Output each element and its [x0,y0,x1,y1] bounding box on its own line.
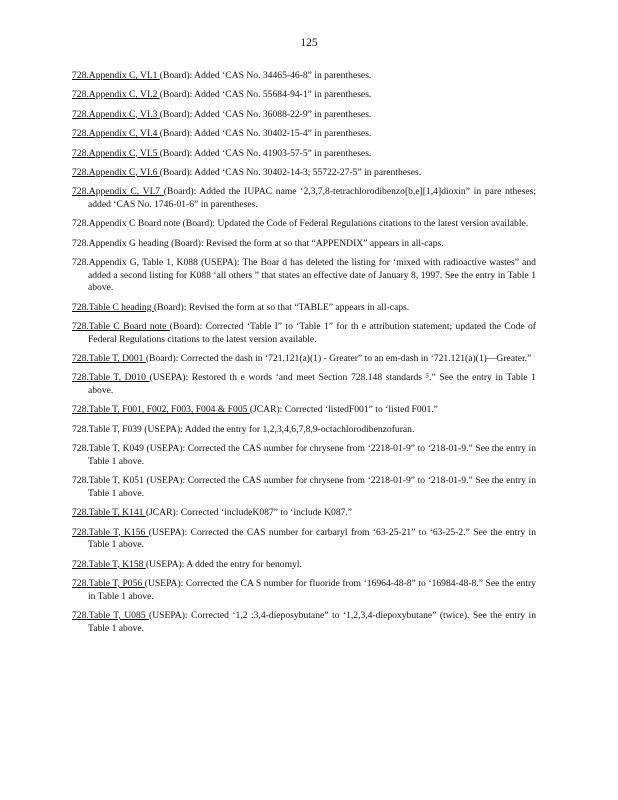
entry-list [72,70,536,642]
list-item [72,109,536,122]
entry-text: (USEPA): Corrected the CAS number for chrysene from ‘2218-01-9” to ‘218-01-9.” See the entry in Table 1 above. [88,443,536,467]
entry-reference: 728.Table T, K158 [72,558,146,570]
entry-reference: 728.Table T, F001, F002, F003, F004 & F005 [72,404,250,416]
entry-reference: 728.Table T, K049 [72,443,147,455]
list-item [72,302,536,315]
list-item [72,424,536,437]
entry-reference: 728.Table T, K156 [72,526,149,538]
entry-reference: 728.Appendix C Board note [72,218,183,230]
entry-reference: 728.Table T, F039 [72,423,145,435]
entry-reference: 728.Appendix G heading [72,237,172,249]
list-item [72,238,536,251]
entry-text: (Board): Added ‘CAS No. 55684-94-1” in parentheses. [159,89,372,101]
entry-text: (Board): Added the IUPAC name ‘2,3,7,8-tetrachlorodibenzo[b,e][1,4]dioxin” in pare ntheses; added ‘CAS No. 1746-01-6” in parentheses. [88,186,536,210]
entry-reference: 728.Table T, D001 [72,353,146,365]
entry-text: (USEPA): Corrected the CAS number for chrysene from ‘2218-01-9” to ‘218-01-9.” See the entry in Table 1 above. [88,475,536,499]
entry-text: (Board): Updated the Code of Federal Regulations citations to the latest version available. [182,218,529,230]
entry-reference: 728.Table C Board note [72,321,170,333]
entry-text: (Board): Revised the form at so that “APPENDIX” appears in all-caps. [171,237,444,249]
list-item [72,128,536,141]
list-item [72,404,536,417]
entry-text: (USEPA): Corrected the CA S number for fluoride from ‘16964-48-8” to ‘16984-48-8.” See the entry in Table 1 above. [88,577,536,602]
entry-text: (USEPA): The Boar d has deleted the listing for ‘mixed with radioactive wastes” and added a second listing for K088 ‘all others ” that states an effective date of January 8, 1997. See the entry in Table 1 above. [88,257,536,294]
entry-text: (JCAR): Corrected ‘includeK087” to ‘include K087.” [145,507,353,519]
list-item [72,218,536,231]
list-item [72,475,536,500]
entry-text: (Board): Added ‘CAS No. 34465-46-8” in parentheses. [159,70,372,81]
entry-text: (USEPA): Corrected ‘1,2 :3,4-dieposybutane” to ‘1,2,3,4-diepoxybutane” (twice). See the entry in Table 1 above. [88,609,536,634]
entry-reference: 728.Appendix C, VI.3 [72,108,160,120]
entry-reference: 728.Appendix G, Table 1, K088 [72,257,201,269]
entry-text: (Board): Revised the form at so that “TABLE” appears in all-caps. [153,301,410,313]
list-item [72,89,536,102]
entry-text: (USEPA): A dded the entry for benomyl. [145,558,302,570]
entry-text: (Board): Added ‘CAS No. 30402-14-3; 55722-27-5” in parentheses. [159,166,422,178]
list-item [72,443,536,468]
entry-text: (Board): Corrected the dash in ‘721.121(a)(1) - Greater” to an em-dash in ‘721.121(a)(1)—Greater.” [145,353,532,365]
list-item [72,167,536,180]
list-item [72,257,536,295]
entry-text: (USEPA): Restored th e words ‘and meet Section 728.148 standards ⁵.” See the entry in Table 1 above. [88,372,536,397]
entry-reference: 728.Table C heading [72,301,154,313]
list-item [72,610,536,635]
list-item [72,353,536,366]
entry-text: (Board): Corrected ‘Table I” to ‘Table 1” for th e attribution statement; updated the Code of Federal Regulations citations to the latest version available. [88,321,536,345]
entry-reference: 728.Table T, K051 [72,475,147,487]
entry-reference: 728.Appendix C, VI.5 [72,147,160,159]
list-item [72,559,536,572]
list-item [72,148,536,161]
entry-text: (USEPA): Corrected the CAS number for carbaryl from ‘63-25-21” to ‘63-25-2.” See the entry in Table 1 above. [88,526,536,551]
entry-reference: 728.Table T, U085 [72,609,150,621]
entry-reference: 728.Appendix C, VI.6 [72,166,160,178]
entry-text: (Board): Added ‘CAS No. 41903-57-5” in parentheses. [159,147,372,159]
list-item [72,578,536,603]
list-item [72,372,536,397]
entry-text: (Board): Added ‘CAS No. 30402-15-4” in parentheses. [159,128,372,140]
entry-text: (USEPA): Added the entry for 1,2,3,4,6,7,8,9-octachlorodibenzofuran. [144,423,415,435]
list-item [72,507,536,520]
list-item [72,321,536,346]
entry-reference: 728.Table T, D010 [72,372,150,384]
entry-reference: 728.Table T, K141 [72,507,146,519]
list-item [72,527,536,552]
list-item [72,70,536,83]
entry-text: (JCAR): Corrected ‘listedF001” to ‘listed F001.” [249,404,438,416]
list-item [72,186,536,211]
entry-text: (Board): Added ‘CAS No. 36088-22-9” in parentheses. [159,108,372,120]
entry-reference: 728.Appendix C, VI.2 [72,89,160,101]
entry-reference: 728.Appendix C, VI.1 [72,70,160,81]
entry-reference: 728.Appendix C, VI.7 [72,186,164,198]
entry-reference: 728.Table T, P056 [72,577,145,589]
page-number: 125 [300,37,318,49]
entry-reference: 728.Appendix C, VI.4 [72,128,160,140]
